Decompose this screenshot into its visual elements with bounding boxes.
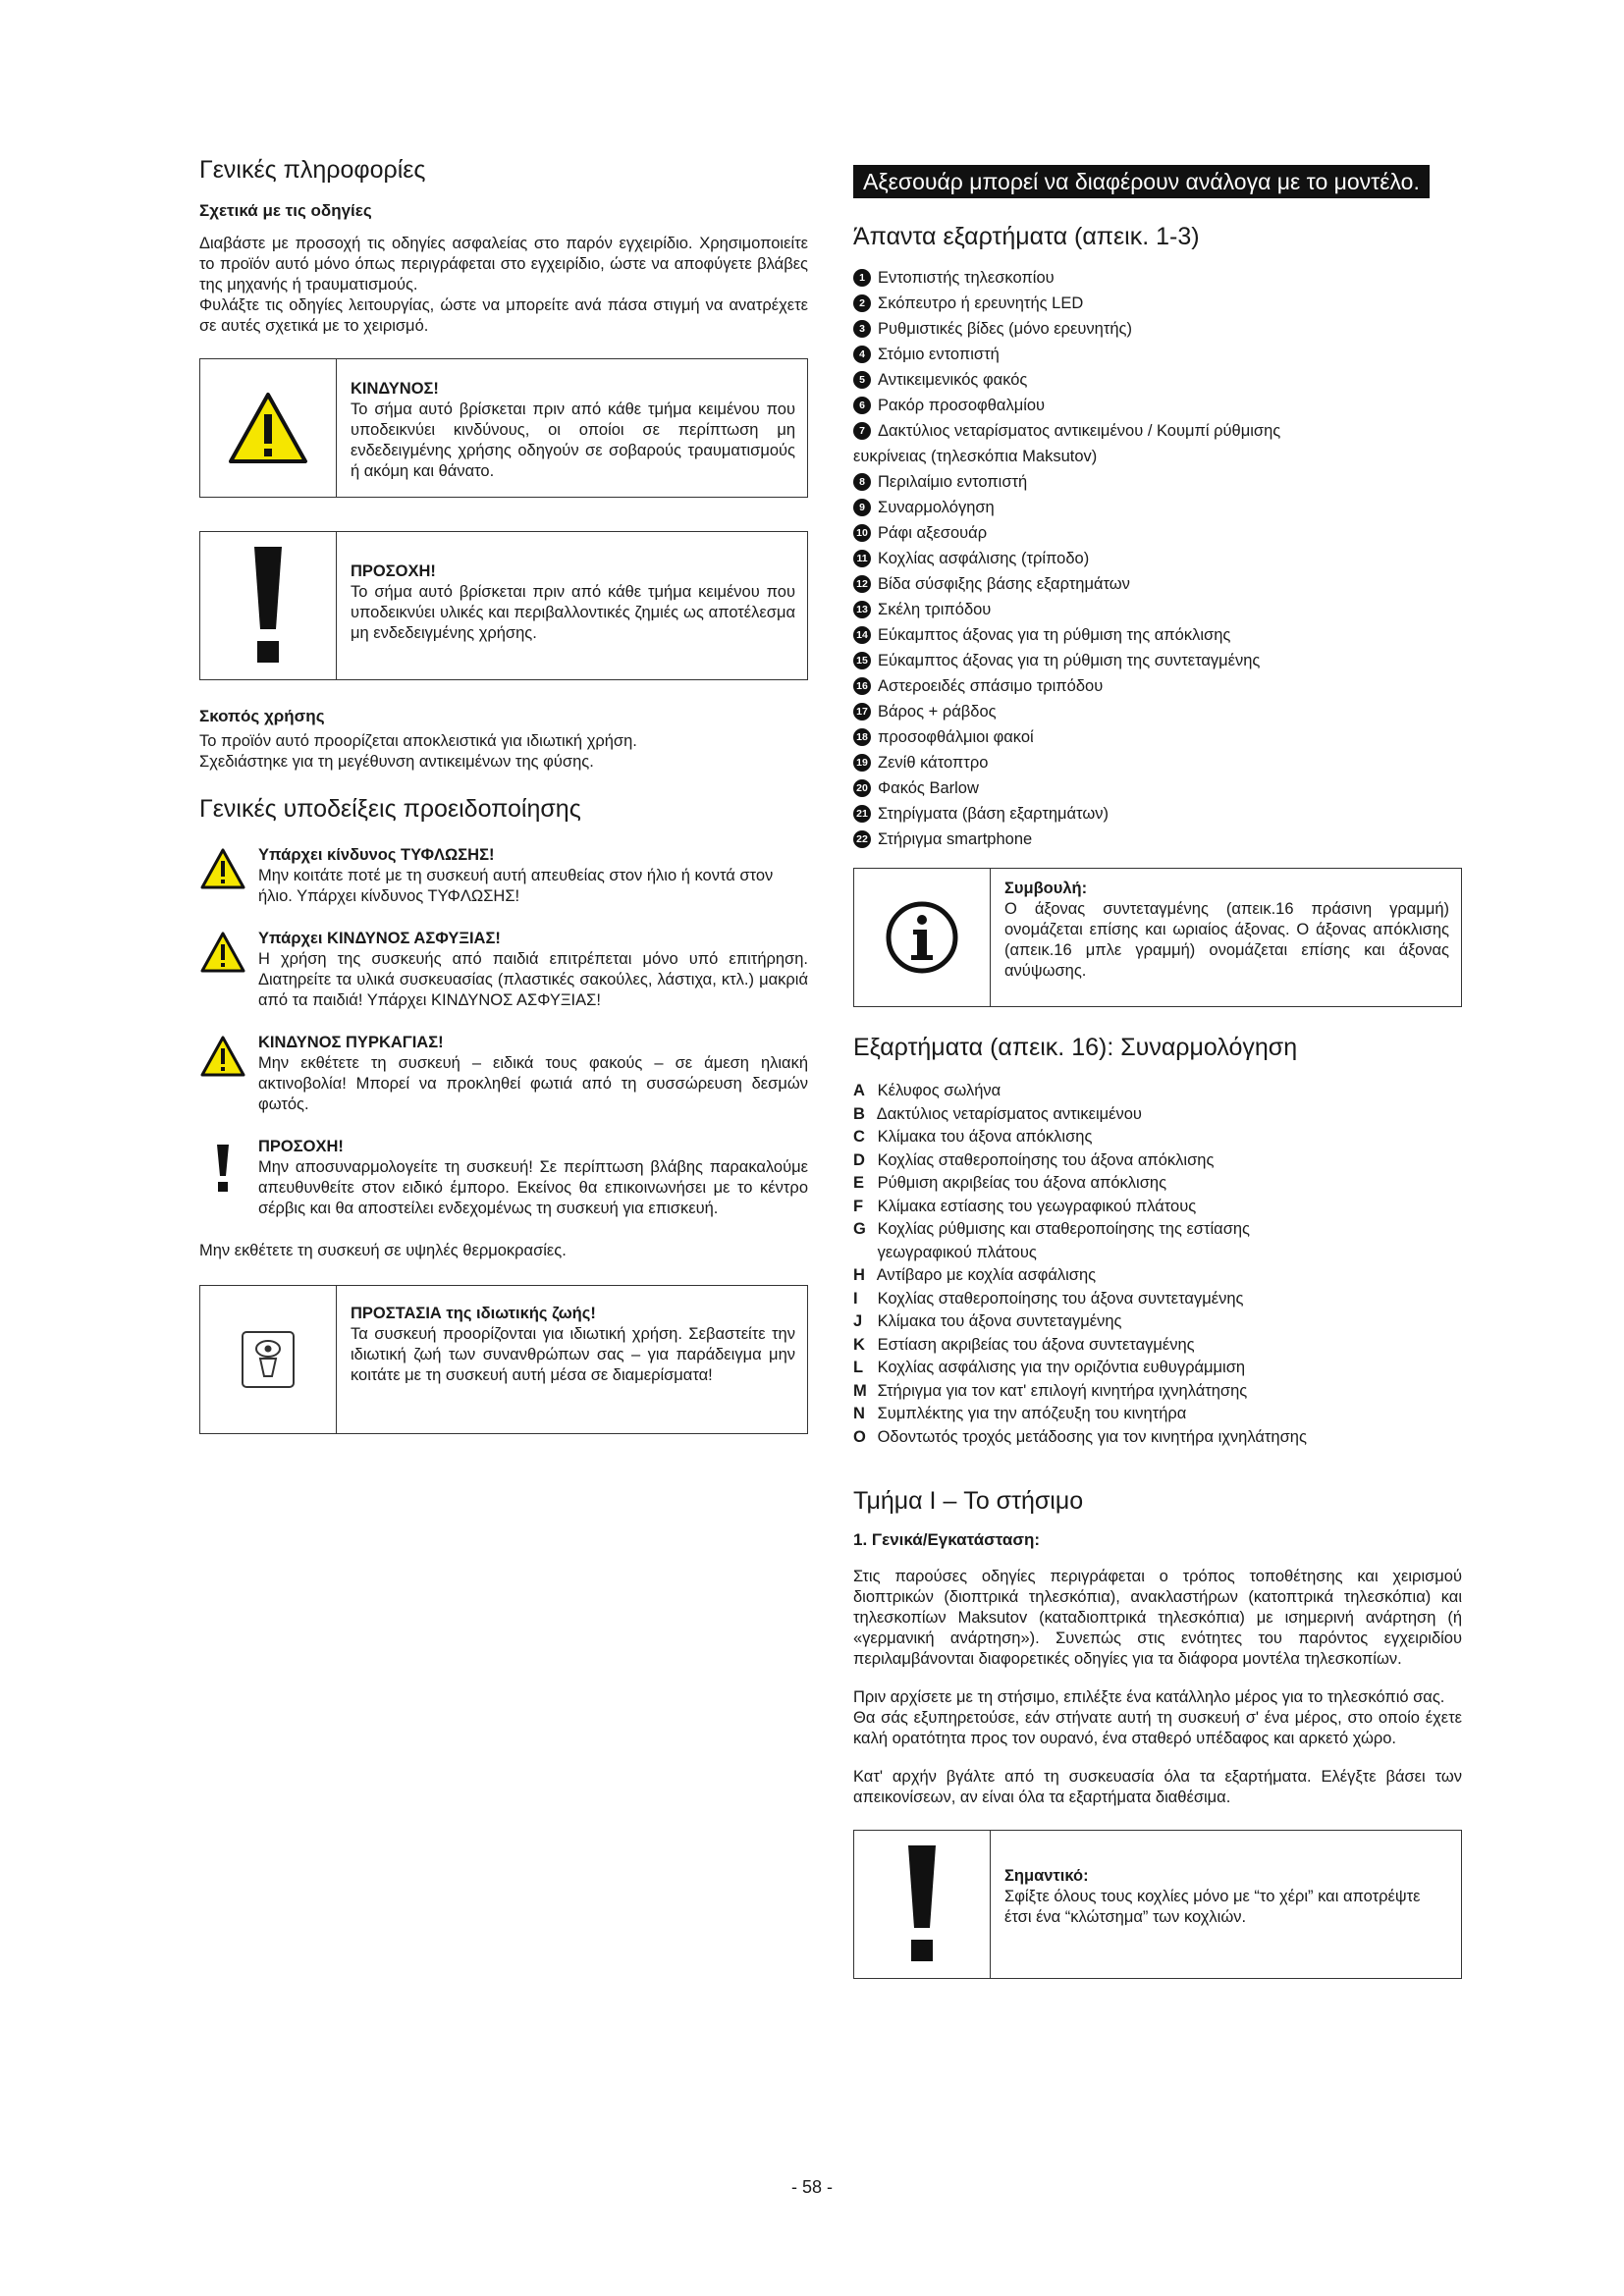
list-item: 9 Συναρμολόγηση bbox=[853, 495, 1462, 520]
warning-text: Μην αποσυναρμολογείτε τη συσκευή! Σε περίπτωση βλάβης παρακαλούμε απευθυνθείτε στον ειδικό έμπορο. Εκείνος θα επικοινωνήσει με το κέντρο σέρβις και θα αποστείλει ενδεχομένως τη συσκευή για επισκευή. bbox=[258, 1158, 808, 1217]
list-item: 21 Στηρίγματα (βάση εξαρτημάτων) bbox=[853, 801, 1462, 827]
list-item: 18 προσοφθάλμιοι φακοί bbox=[853, 724, 1462, 750]
right-column bbox=[853, 165, 1462, 1979]
list-item-continuation: γεωγραφικού πλάτους bbox=[877, 1243, 1037, 1261]
paragraph: Σχεδιάστηκε για τη μεγέθυνση αντικειμένων της φύσης. bbox=[199, 753, 594, 771]
warning-caution bbox=[199, 1137, 808, 1219]
paragraph: Φυλάξτε τις οδηγίες λειτουργίας, ώστε να μπορείτε ανά πάσα στιγμή να ανατρέχετε σε αυτές σχετικά με το χειρισμό. bbox=[199, 296, 808, 335]
list-item: 7 Δακτύλιος νεταρίσματος αντικειμένου / Κουμπί ρύθμισης bbox=[853, 418, 1462, 444]
assembly-parts-list bbox=[853, 1080, 1462, 1449]
caution-text: Το σήμα αυτό βρίσκεται πριν από κάθε τμήμα κειμένου που υποδεικνύει υλικές και περιβαλλοντικές ζημιές ως αποτέλεσμα μη ενδεδειγμένης χρήσης. bbox=[351, 583, 795, 642]
caution-title: ΠΡΟΣΟΧΗ! bbox=[351, 562, 436, 580]
list-item: D Κοχλίας σταθεροποίησης του άξονα απόκλισης bbox=[853, 1150, 1215, 1169]
warning-text: Μην εκθέτετε τη συσκευή – ειδικά τους φακούς – σε άμεση ηλιακή ακτινοβολία! Μπορεί να προκληθεί φωτιά από τη συσσώρευση δεσμών φωτός. bbox=[258, 1054, 808, 1113]
list-item: 14 Εύκαμπτος άξονας για τη ρύθμιση της απόκλισης bbox=[853, 622, 1462, 648]
list-item: O Οδοντωτός τροχός μετάδοσης για τον κινητήρα ιχνηλάτησης bbox=[853, 1427, 1307, 1446]
important-box bbox=[853, 1830, 1462, 1979]
list-item: 20 Φακός Barlow bbox=[853, 775, 1462, 801]
warning-title: Υπάρχει ΚΙΝΔΥΝΟΣ ΑΣΦΥΞΙΑΣ! bbox=[258, 930, 501, 947]
list-item: I Κοχλίας σταθεροποίησης του άξονα συντεταγμένης bbox=[853, 1289, 1244, 1308]
paragraph: Μην εκθέτετε τη συσκευή σε υψηλές θερμοκρασίες. bbox=[199, 1242, 567, 1259]
list-item: 22 Στήριγμα smartphone bbox=[853, 827, 1462, 852]
warning-title: Υπάρχει κίνδυνος ΤΥΦΛΩΣΗΣ! bbox=[258, 846, 495, 864]
warning-fire bbox=[199, 1033, 808, 1115]
list-item: 13 Σκέλη τριπόδου bbox=[853, 597, 1462, 622]
warning-title: ΚΙΝΔΥΝΟΣ ΠΥΡΚΑΓΙΑΣ! bbox=[258, 1034, 444, 1051]
list-item: 1 Εντοπιστής τηλεσκοπίου bbox=[853, 265, 1462, 291]
warning-blindness bbox=[199, 845, 808, 907]
list-item: 5 Αντικειμενικός φακός bbox=[853, 367, 1462, 393]
list-item: 4 Στόμιο εντοπιστή bbox=[853, 342, 1462, 367]
paragraph: Κατ' αρχήν βγάλτε από τη συσκευασία όλα τα εξαρτήματα. Ελέγξτε βάσει των απεικονίσεων, αν είναι όλα τα εξαρτήματα διαθέσιμα. bbox=[853, 1768, 1462, 1806]
privacy-text: Τα συσκευή προορίζονται για ιδιωτική χρήση. Σεβαστείτε την ιδιωτική ζωή των συνανθρώπων σας – για παράδειγμα μην κοιτάτε με τη συσκευή αυτή μέσα σε διαμερίσματα! bbox=[351, 1325, 795, 1384]
danger-box bbox=[199, 358, 808, 498]
tip-text: Ο άξονας συντεταγμένης (απεικ.16 πράσινη γραμμή) ονομάζεται επίσης και ωριαίος άξονας. Ο άξονας απόκλισης (απεικ.16 μπλε γραμμή) ονομάζεται επίσης και άξονας ανύψωσης. bbox=[1004, 900, 1449, 980]
list-item: 19 Ζενίθ κάτοπτρο bbox=[853, 750, 1462, 775]
list-item: N Συμπλέκτης για την απόζευξη του κινητήρα bbox=[853, 1405, 1187, 1422]
list-item: 16 Αστεροειδές σπάσιμο τριπόδου bbox=[853, 673, 1462, 699]
list-item: B Δακτύλιος νεταρίσματος αντικειμένου bbox=[853, 1104, 1142, 1123]
privacy-title: ΠΡΟΣΤΑΣΙΑ της ιδιωτικής ζωής! bbox=[351, 1305, 596, 1322]
accessories-banner: Αξεσουάρ μπορεί να διαφέρουν ανάλογα με το μοντέλο. bbox=[853, 165, 1430, 198]
warning-text: Η χρήση της συσκευής από παιδιά επιτρέπεται μόνο υπό επιτήρηση. Διατηρείτε τα υλικά συσκευασίας (πλαστικές σακούλες, λάστιχα, κτλ.) μακριά από τα παιδιά! Υπάρχει ΚΙΝΔΥΝΟΣ ΑΣΦΥΞΙΑΣ! bbox=[258, 950, 808, 1009]
paragraph: Στις παρούσες οδηγίες περιγράφεται ο τρόπος τοποθέτησης και χειρισμού διοπτρικών (διοπτρικά τηλεσκόπια), ανακλαστήρων (κατοπτρικά τηλεσκόπια) και τηλεσκοπίων Maksutov (καταδιοπτρικά τηλεσκόπια) με ισημερινή ανάρτηση (ή «γερμανική ανάρτηση»). Συνεπώς στις ενότητες του παρόντος εγχειριδίου περιλαμβάνονται διαφορετικές οδηγίες για τα διάφορα μοντέλα τηλεσκοπίων. bbox=[853, 1568, 1462, 1668]
list-item: 2 Σκόπευτρο ή ερευνητής LED bbox=[853, 291, 1462, 316]
tip-title: Συμβουλή: bbox=[1004, 880, 1088, 897]
warning-text: Μην κοιτάτε ποτέ με τη συσκευή αυτή απευθείας στον ήλιο ή κοντά στον ήλιο. Υπάρχει κίνδυνος ΤΥΦΛΩΣΗΣ! bbox=[258, 867, 774, 905]
list-item: 10 Ράφι αξεσουάρ bbox=[853, 520, 1462, 546]
subheading-about-instructions: Σχετικά με τις οδηγίες bbox=[199, 201, 372, 220]
list-item: G Κοχλίας ρύθμισης και σταθεροποίησης της εστίασης bbox=[853, 1220, 1251, 1238]
tip-box bbox=[853, 868, 1462, 1007]
list-item: 12 Βίδα σύσφιξης βάσης εξαρτημάτων bbox=[853, 571, 1462, 597]
paragraph: Το προϊόν αυτό προορίζεται αποκλειστικά για ιδιωτική χρήση. bbox=[199, 732, 637, 750]
list-item: H Αντίβαρο με κοχλία ασφάλισης bbox=[853, 1266, 1097, 1284]
list-item: A Κέλυφος σωλήνα bbox=[853, 1082, 1001, 1099]
warning-triangle-icon bbox=[199, 845, 258, 907]
warning-triangle-icon bbox=[199, 929, 258, 1011]
caution-box bbox=[199, 531, 808, 680]
danger-text: Το σήμα αυτό βρίσκεται πριν από κάθε τμήμα κειμένου που υποδεικνύει κινδύνους, οι οποίοι σε περίπτωση μη ενδεδειγμένης χρήσης οδηγούν σε σοβαρούς τραυματισμούς ή ακόμη και θάνατο. bbox=[351, 400, 795, 480]
subheading-general-installation: 1. Γενικά/Εγκατάσταση: bbox=[853, 1530, 1041, 1549]
list-item: 3 Ρυθμιστικές βίδες (μόνο ερευνητής) bbox=[853, 316, 1462, 342]
warning-suffocation bbox=[199, 929, 808, 1011]
list-item: 17 Βάρος + ράβδος bbox=[853, 699, 1462, 724]
paragraph: Θα σάς εξυπηρετούσε, εάν στήνατε αυτή τη συσκευή σ' ένα μέρος, στο οποίο έχετε καλή ορατότητα προς τον ουρανό, ένα σταθερό υπέδαφος και αρκετό χώρο. bbox=[853, 1709, 1462, 1747]
list-item: E Ρύθμιση ακριβείας του άξονα απόκλισης bbox=[853, 1174, 1167, 1192]
list-item: J Κλίμακα του άξονα συντεταγμένης bbox=[853, 1312, 1122, 1330]
page-number: - 58 - bbox=[790, 2177, 833, 2197]
warning-title: ΠΡΟΣΟΧΗ! bbox=[258, 1138, 344, 1155]
important-title: Σημαντικό: bbox=[1004, 1867, 1089, 1885]
exclamation-icon bbox=[854, 1831, 991, 1978]
important-text: Σφίξτε όλους τους κοχλίες μόνο με “το χέρι” και αποτρέψτε έτσι ένα “κλώτσημα” των κοχλιών. bbox=[1004, 1888, 1421, 1926]
warning-triangle-icon bbox=[200, 359, 337, 497]
paragraph: Διαβάστε με προσοχή τις οδηγίες ασφαλείας στο παρόν εγχειρίδιο. Χρησιμοποιείτε το προϊόν αυτό μόνο όπως περιγράφεται στο εγχειρίδιο, ώστε να αποφύγετε βλάβες της μηχανής ή τραυματισμούς. bbox=[199, 235, 808, 294]
list-item: 8 Περιλαίμιο εντοπιστή bbox=[853, 469, 1462, 495]
list-item: 6 Ρακόρ προσοφθαλμίου bbox=[853, 393, 1462, 418]
list-item: L Κοχλίας ασφάλισης για την οριζόντια ευθυγράμμιση bbox=[853, 1359, 1246, 1376]
heading-general-info: Γενικές πληροφορίες bbox=[199, 156, 426, 184]
list-item: K Εστίαση ακριβείας του άξονα συντεταγμένης bbox=[853, 1335, 1195, 1354]
left-column bbox=[199, 147, 808, 1434]
subheading-purpose: Σκοπός χρήσης bbox=[199, 707, 325, 725]
info-icon bbox=[854, 869, 991, 1006]
heading-parts-assembly: Εξαρτήματα (απεικ. 16): Συναρμολόγηση bbox=[853, 1034, 1298, 1061]
paragraph: Πριν αρχίσετε με τη στήσιμο, επιλέξτε ένα κατάλληλο μέρος για το τηλεσκόπιό σας. bbox=[853, 1688, 1445, 1706]
privacy-eye-icon bbox=[200, 1286, 337, 1433]
list-item: 15 Εύκαμπτος άξονας για τη ρύθμιση της συντεταγμένης bbox=[853, 648, 1462, 673]
list-item-continuation: ευκρίνειας (τηλεσκόπια Maksutov) bbox=[853, 448, 1098, 465]
heading-part-one-setup: Τμήμα I – Το στήσιμο bbox=[853, 1487, 1084, 1515]
list-item: C Κλίμακα του άξονα απόκλισης bbox=[853, 1128, 1093, 1146]
heading-all-parts: Άπαντα εξαρτήματα (απεικ. 1-3) bbox=[853, 223, 1200, 250]
list-item: 11 Κοχλίας ασφάλισης (τρίποδο) bbox=[853, 546, 1462, 571]
list-item: F Κλίμακα εστίασης του γεωγραφικού πλάτους bbox=[853, 1197, 1197, 1215]
parts-list bbox=[853, 265, 1462, 852]
exclamation-icon bbox=[199, 1137, 258, 1219]
list-item: M Στήριγμα για τον κατ' επιλογή κινητήρα ιχνηλάτησης bbox=[853, 1381, 1248, 1400]
privacy-box bbox=[199, 1285, 808, 1434]
heading-general-warnings: Γενικές υποδείξεις προειδοποίησης bbox=[199, 795, 581, 823]
danger-title: ΚΙΝΔΥΝΟΣ! bbox=[351, 380, 439, 398]
exclamation-icon bbox=[200, 532, 337, 679]
warning-triangle-icon bbox=[199, 1033, 258, 1115]
